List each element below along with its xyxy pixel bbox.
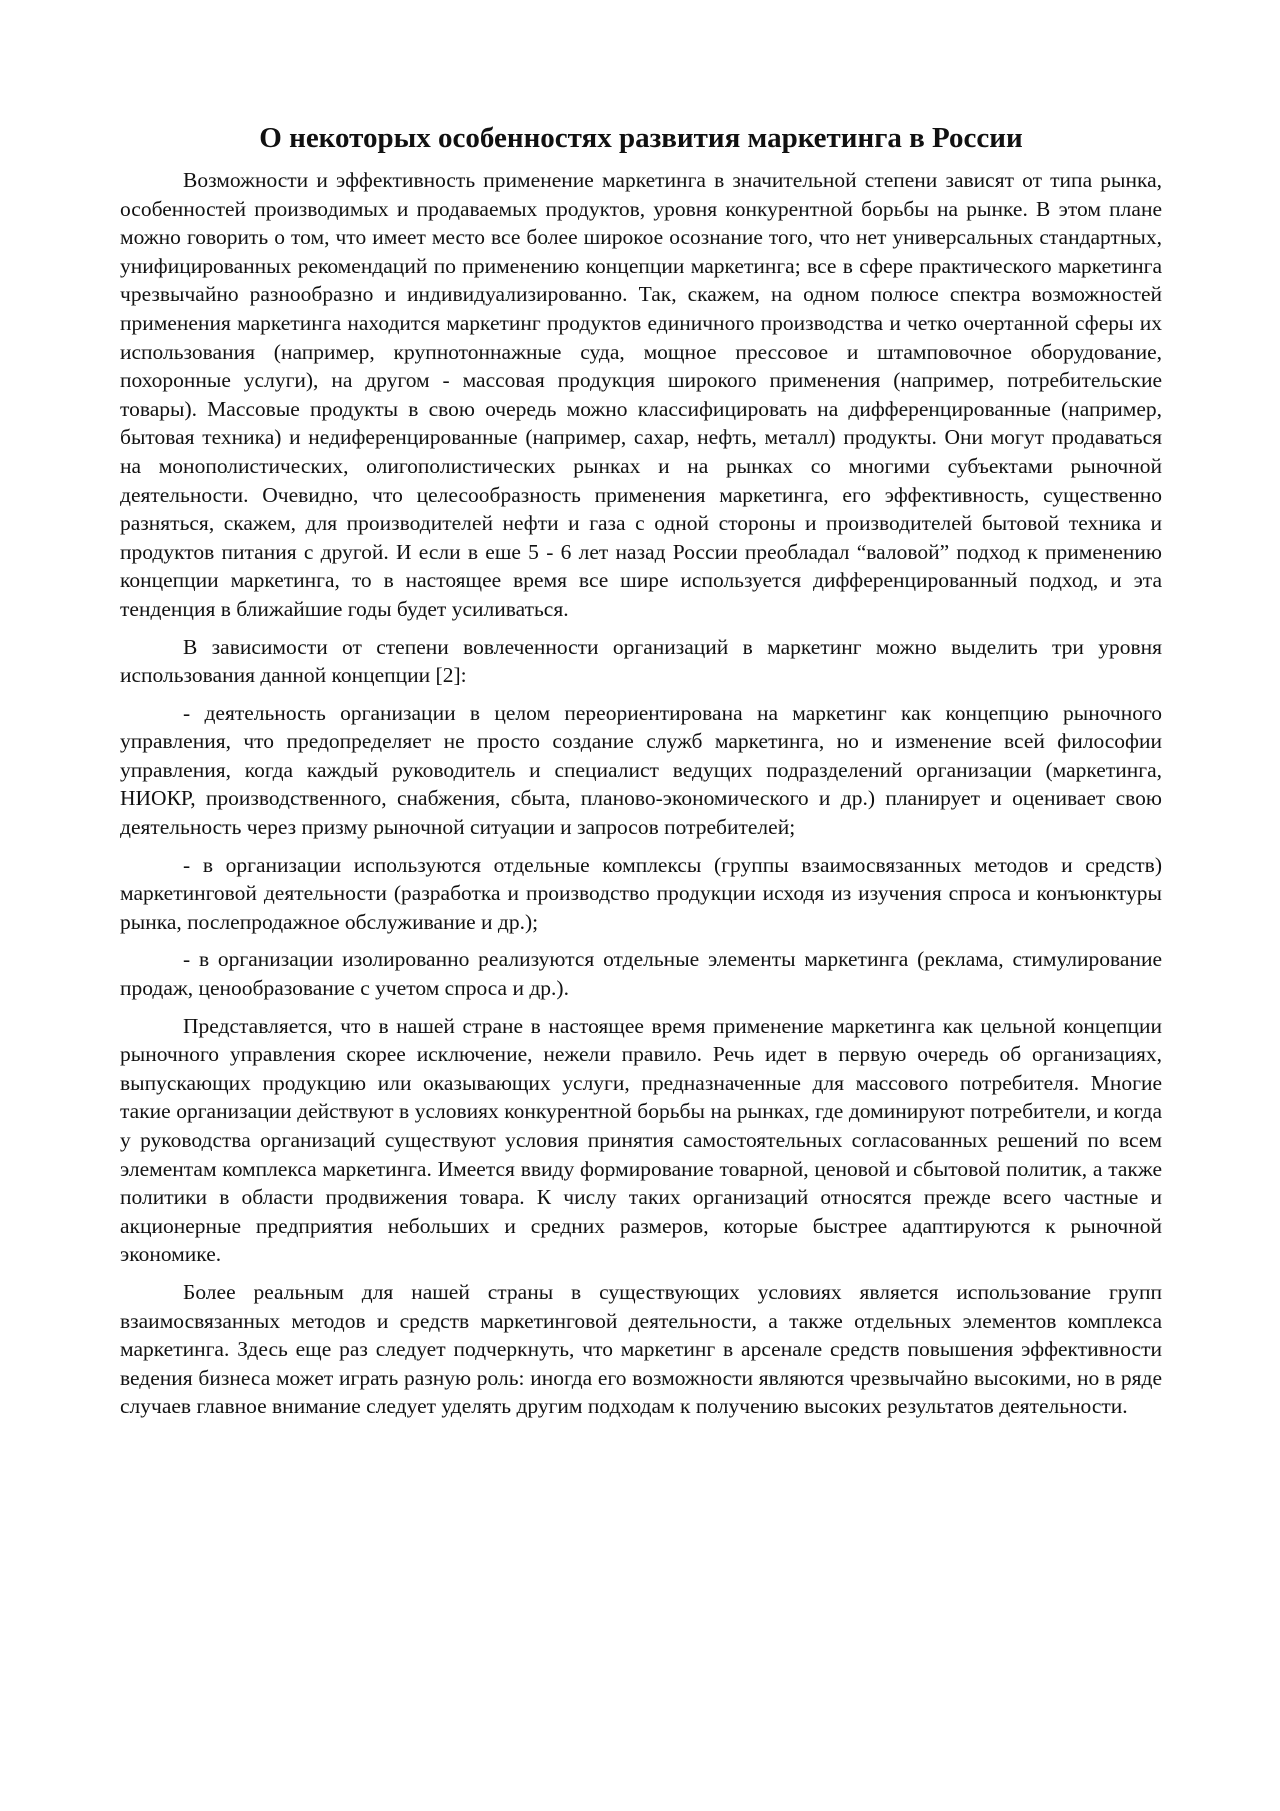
document-page: [120, 120, 1162, 1430]
paragraph-conclusion: Более реальным для нашей страны в существующих условиях является использование групп взаимосвязанных методов и средств маркетинговой деятельности, а также отдельных элементов комплекса маркетинга. Здесь еще раз следует подчеркнуть, что маркетинг в арсенале средств повышения эффективности ведения бизнеса может играть разную роль: иногда его возможности являются чрезвычайно высокими, но в ряде случаев главное внимание следует уделять другим подходам к получению высоких результатов деятельности.: [120, 1279, 1162, 1419]
document-title: О некоторых особенностях развития маркетинга в России: [259, 122, 1023, 154]
paragraph-level-1: - деятельность организации в целом переориентирована на маркетинг как концепцию рыночного управления, что предопределяет не просто создание служб маркетинга, но и изменение всей философии управления, когда каждый руководитель и специалист ведущих подразделений организации (маркетинга, НИОКР, производственного, снабжения, сбыта, планово-экономического и др.) планирует и оценивает свою деятельность через призму рыночной ситуации и запросов потребителей;: [120, 700, 1162, 840]
paragraph-level-3: - в организации изолированно реализуются отдельные элементы маркетинга (реклама, стимулирование продаж, ценообразование с учетом спроса и др.).: [120, 947, 1162, 1001]
paragraph-current-state: Представляется, что в нашей стране в настоящее время применение маркетинга как цельной концепции рыночного управления скорее исключение, нежели правило. Речь идет в первую очередь об организациях, выпускающих продукцию или оказывающих услуги, предназначенные для массового потребителя. Многие такие организации действуют в условиях конкурентной борьбы на рынках, где доминируют потребители, и когда у руководства организаций существуют условия принятия самостоятельных согласованных решений по всем элементам комплекса маркетинга. Имеется ввиду формирование товарной, ценовой и сбытовой политик, а также политики в области продвижения товара. К числу таких организаций относятся прежде всего частные и акционерные предприятия небольших и средних размеров, которые быстрее адаптируются к рыночной экономике.: [120, 1013, 1162, 1267]
paragraph-intro: Возможности и эффективность применение маркетинга в значительной степени зависят от типа рынка, особенностей производимых и продаваемых продуктов, уровня конкурентной борьбы на рынке. В этом плане можно говорить о том, что имеет место все более широкое осознание того, что нет универсальных стандартных, унифицированных рекомендаций по применению концепции маркетинга; все в сфере практического маркетинга чрезвычайно разнообразно и индивидуализированно. Так, скажем, на одном полюсе спектра возможностей применения маркетинга находится маркетинг продуктов единичного производства и четко очертанной сферы их использования (например, крупнотоннажные суда, мощное прессовое и штамповочное оборудование, похоронные услуги), на другом - массовая продукция широкого применения (например, потребительские товары). Массовые продукты в свою очередь можно классифицировать на дифференцированные (например, бытовая техника) и недиференцированные (например, сахар, нефть, металл) продукты. Они могут продаваться на монополистических, олигополистических рынках и на рынках со многими субъектами рыночной деятельности. Очевидно, что целесообразность применения маркетинга, его эффективность, существенно разняться, скажем, для производителей нефти и газа с одной стороны и производителей бытовой техника и продуктов питания с другой. И если в еше 5 - 6 лет назад России преобладал “валовой” подход к применению концепции маркетинга, то в настоящее время все шире используется дифференцированный подход, и эта тенденция в ближайшие годы будет усиливаться.: [120, 168, 1162, 621]
paragraph-levels-intro: В зависимости от степени вовлеченности организаций в маркетинг можно выделить три уровня использования данной концепции [2]:: [120, 634, 1162, 688]
paragraph-level-2: - в организации используются отдельные комплексы (группы взаимосвязанных методов и средств) маркетинговой деятельности (разработка и производство продукции исходя из изучения спроса и конъюнктуры рынка, послепродажное обслуживание и др.);: [120, 852, 1162, 934]
